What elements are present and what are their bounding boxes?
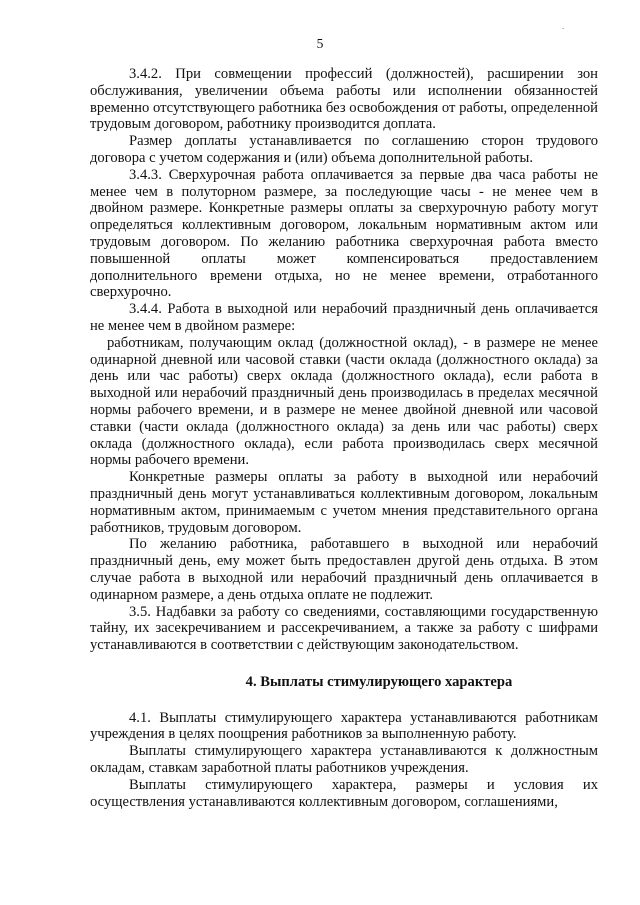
corner-mark: . bbox=[562, 21, 565, 31]
paragraph-stimulating-to-salaries: Выплаты стимулирующего характера устанавливаются к должностным окладам, ставкам заработной платы работников учреждения. bbox=[90, 743, 598, 777]
paragraph-surcharge-size: Размер доплаты устанавливается по соглашению сторон трудового договора с учетом содержания и (или) объема дополнительной работы. bbox=[90, 133, 598, 166]
page-number: 5 bbox=[316, 36, 324, 51]
paragraph-3-4-4: 3.4.4. Работа в выходной или нерабочий праздничный день оплачивается не менее чем в двойном размере: bbox=[90, 301, 598, 334]
section-heading: 4. Выплаты стимулирующего характера bbox=[245, 673, 513, 690]
paragraph-3-4-2: 3.4.2. При совмещении профессий (должностей), расширении зон обслуживания, увеличении объема работы или исполнении обязанностей временно отсутствующего работника без освобождения от работы, определенной трудовым договором, работнику производится доплата. bbox=[90, 66, 598, 133]
paragraph-stimulating-conditions: Выплаты стимулирующего характера, размеры и условия их осуществления устанавливаются коллективным договором, соглашениями, bbox=[90, 776, 598, 810]
paragraph-4-1: 4.1. Выплаты стимулирующего характера устанавливаются работникам учреждения в целях поощрения работников за выполненную работу. bbox=[90, 709, 598, 743]
paragraph-day-off: По желанию работника, работавшего в выходной или нерабочий праздничный день, ему может быть предоставлен другой день отдыха. В этом случае работа в выходной или нерабочий праздничный день оплачивается в одинарном размере, а день отдыха оплате не подлежит. bbox=[90, 536, 598, 603]
paragraph-3-5: 3.5. Надбавки за работу со сведениями, составляющими государственную тайну, их засекречиванием и рассекречиванием, а также за работу с шифрами устанавливаются в соответствии с действующим законодательством. bbox=[90, 603, 598, 654]
paragraph-salaried-workers: работникам, получающим оклад (должностной оклад), - в размере не менее одинарной дневной или часовой ставки (части оклада (должностного оклада) за день или час работы) сверх оклада (должностного оклада), если работа в выходной или нерабочий праздничный день производилась в пределах месячной нормы рабочего времени, и в размере не менее двойной дневной или часовой ставки (части оклада (должностного оклада) за день или час работы) сверх оклада (должностного оклада), если работа производилась сверх месячной нормы рабочего времени. bbox=[90, 334, 598, 469]
paragraph-3-4-3: 3.4.3. Сверхурочная работа оплачивается за первые два часа работы не менее чем в полуторном размере, за последующие часы - не менее чем в двойном размере. Конкретные размеры оплаты за сверхурочную работу могут определяться коллективным договором, локальным нормативным актом или трудовым договором. По желанию работника сверхурочная работа вместо повышенной оплаты может компенсироваться предоставлением дополнительного времени отдыха, но не менее времени, отработанного сверхурочно. bbox=[90, 166, 598, 301]
document-body bbox=[90, 66, 598, 810]
paragraph-specific-amounts: Конкретные размеры оплаты за работу в выходной или нерабочий праздничный день могут устанавливаться коллективным договором, локальным нормативным актом, принимаемым с учетом мнения представительного органа работников, трудовым договором. bbox=[90, 469, 598, 536]
